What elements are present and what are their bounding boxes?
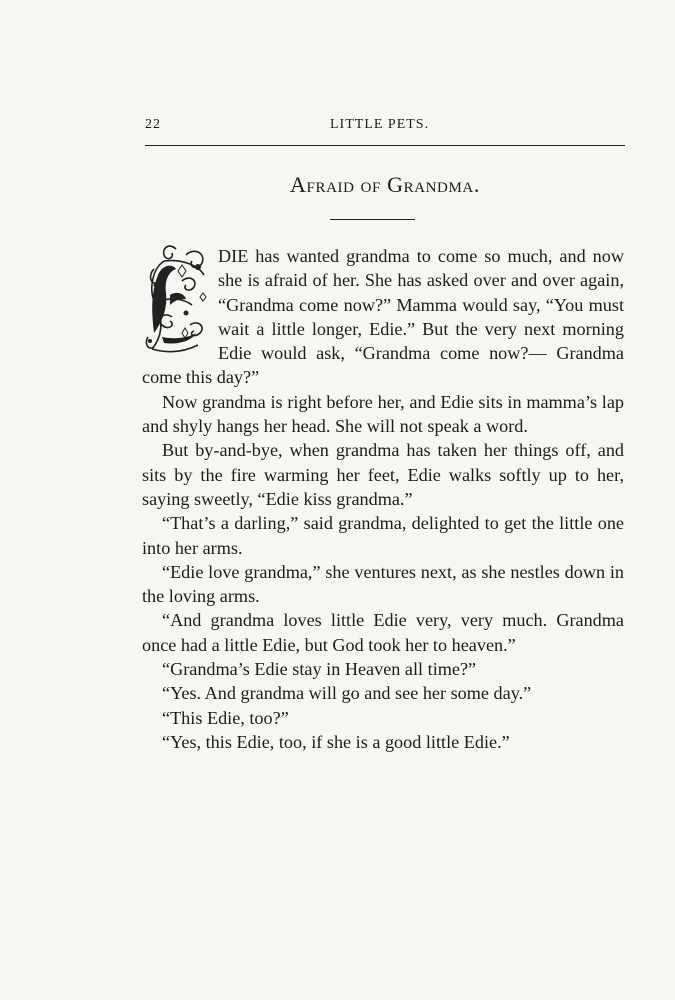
- paragraph-10: “Yes, this Edie, too, if she is a good little Edie.”: [162, 731, 510, 752]
- title-divider: [330, 219, 415, 220]
- chapter-title: Afraid of Grandma.: [290, 172, 480, 197]
- body-text: [142, 244, 624, 754]
- paragraph-3: But by-and-bye, when grandma has taken her things off, and sits by the fire warming her feet, Edie walks softly up to her, saying sweetly, “Edie kiss grandma.”: [142, 440, 624, 509]
- paragraph-5: “Edie love grandma,” she ventures next, as she nestles down in the loving arms.: [142, 561, 624, 607]
- paragraph-4: “That’s a darling,” said grandma, delighted to get the little one into her arms.: [142, 513, 624, 558]
- paragraph-2: Now grandma is right before her, and Edie sits in mamma’s lap and shyly hangs her head. She will not speak a word.: [142, 391, 624, 437]
- page-number: 22: [145, 117, 161, 132]
- running-head: LITTLE PETS.: [330, 117, 430, 132]
- ornamental-initial-icon: [142, 241, 212, 361]
- paragraph-9: “This Edie, too?”: [162, 707, 289, 728]
- paragraph-1: [142, 244, 624, 390]
- header-rule: [145, 145, 625, 146]
- paragraph-7: “Grandma’s Edie stay in Heaven all time?”: [162, 659, 477, 680]
- paragraph-text: DIE has wanted grandma to come so much, and now she is afraid of her. She has asked over and over again, “Grandma come now?” Mamma would say, “You must wait a little longer, Edie.” But the very next morning Edie would ask, “Grandma come now?— Grandma come this day?”: [142, 246, 624, 388]
- page-header: [145, 117, 625, 137]
- paragraph-8: “Yes. And grandma will go and see her some day.”: [162, 683, 532, 704]
- paragraph-6: “And grandma loves little Edie very, very much. Grandma once had a little Edie, but God took her to heaven.”: [142, 610, 624, 655]
